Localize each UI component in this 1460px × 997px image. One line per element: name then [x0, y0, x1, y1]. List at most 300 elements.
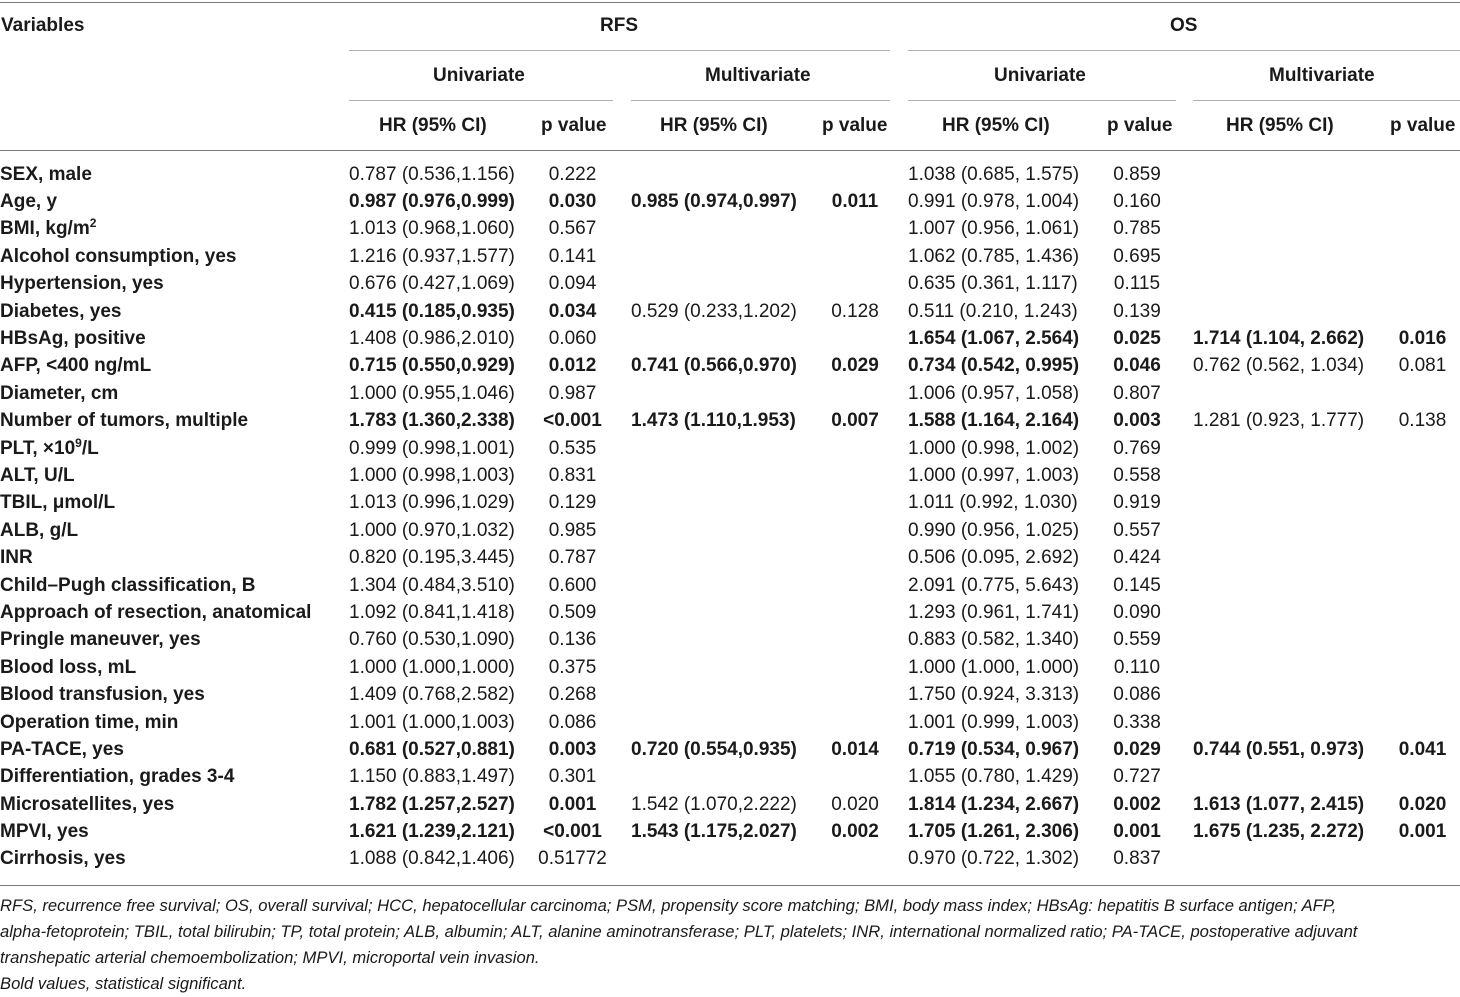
os-multivariate-hr-cell: [1193, 435, 1385, 462]
os-multivariate-p-cell: [1385, 271, 1460, 298]
column-gap: [613, 353, 631, 380]
rfs-univariate-p-cell: 0.51772: [538, 848, 607, 870]
variable-cell: [0, 764, 349, 791]
table-row: [0, 846, 1460, 873]
os-multivariate-hr-cell: [1193, 572, 1385, 599]
column-gap: [890, 681, 908, 708]
table-row: [0, 736, 1460, 763]
rfs-univariate-p-cell: 0.268: [548, 684, 597, 706]
os-univariate-p-cell: 0.859: [1113, 163, 1161, 185]
rfs-multivariate-p-cell: 0.020: [831, 793, 879, 815]
os-univariate-p-cell: 0.695: [1113, 245, 1161, 267]
table-row: [0, 298, 1460, 325]
footnote-abbreviations-3: transhepatic arterial chemoembolization; MPVI, microportal vein invasion.: [0, 948, 540, 967]
column-gap: [890, 325, 908, 352]
rfs-multivariate-hr-cell: [631, 161, 820, 188]
variable-label: Diabetes, yes: [0, 300, 122, 322]
rfs-univariate-hr-cell: 0.787 (0.536,1.156): [349, 163, 515, 185]
rfs-multivariate-hr-cell: [631, 243, 820, 270]
os-multivariate-p-cell: [1385, 599, 1460, 626]
rfs-multivariate-p-cell: [820, 599, 890, 626]
os-multivariate-p-cell: 0.001: [1398, 821, 1447, 843]
column-gap: [890, 380, 908, 407]
os-multivariate-hr-cell: [1193, 298, 1385, 325]
column-gap: [613, 599, 631, 626]
rfs-multivariate-p-cell: [820, 216, 890, 243]
rfs-multivariate-hr-cell: [631, 380, 820, 407]
rfs-multivariate-hr-cell: [631, 544, 820, 571]
os-univariate-p-cell: 0.160: [1113, 191, 1161, 213]
table-row: [0, 791, 1460, 818]
variable-superscript: 2: [89, 216, 97, 231]
column-gap: [1176, 627, 1193, 654]
variable-label: Differentiation, grades 3-4: [0, 766, 235, 788]
os-univariate-p-cell: 0.919: [1113, 492, 1161, 514]
variable-cell: [0, 353, 349, 380]
table-row: [0, 764, 1460, 791]
variable-cell: [0, 216, 349, 243]
variable-cell: [0, 462, 349, 489]
os-multivariate-p-cell: [1385, 846, 1460, 873]
column-gap: [890, 490, 908, 517]
os-univariate-p-cell: 0.785: [1113, 218, 1161, 240]
variable-label: Blood loss, mL: [0, 656, 137, 678]
rfs-multivariate-hr-cell: [631, 517, 820, 544]
rfs-multivariate-hr-cell: [631, 572, 820, 599]
rfs-multivariate-hr-cell: [631, 462, 820, 489]
os-multivariate-p-cell: 0.081: [1398, 355, 1447, 377]
rfs-univariate-hr-cell: 1.000 (1.000,1.000): [349, 656, 515, 678]
rfs-header: RFS: [600, 15, 638, 36]
os-multivariate-hr-cell: 0.744 (0.551, 0.973): [1193, 738, 1365, 760]
variable-cell: [0, 846, 349, 873]
column-gap: [613, 572, 631, 599]
os-univariate-hr-cell: 1.654 (1.067, 2.564): [908, 328, 1080, 350]
variable-label: AFP, <400 ng/mL: [0, 355, 152, 377]
os-univariate-rule: [908, 100, 1176, 101]
rfs-univariate-p-cell: 0.012: [548, 355, 597, 377]
rfs-multivariate-p-cell: 0.014: [831, 738, 879, 760]
column-gap: [613, 325, 631, 352]
os-univariate-hr-cell: 1.000 (0.997, 1.003): [908, 464, 1080, 486]
os-univariate-p-cell: 0.557: [1113, 519, 1161, 541]
rfs-univariate-p-header: p value: [541, 115, 607, 136]
table-row: [0, 681, 1460, 708]
column-gap: [1176, 599, 1193, 626]
column-gap: [1176, 353, 1193, 380]
os-univariate-p-cell: 0.025: [1113, 328, 1161, 350]
rfs-univariate-hr-cell: 1.216 (0.937,1.577): [349, 245, 515, 267]
os-univariate-p-cell: 0.338: [1113, 711, 1161, 733]
column-gap: [1176, 654, 1193, 681]
variable-cell: [0, 271, 349, 298]
table-row: [0, 654, 1460, 681]
rfs-multivariate-hr-cell: [631, 435, 820, 462]
column-gap: [613, 681, 631, 708]
column-gap: [613, 435, 631, 462]
column-gap: [890, 791, 908, 818]
variable-cell: [0, 490, 349, 517]
os-multivariate-p-cell: [1385, 462, 1460, 489]
rfs-univariate-p-cell: 0.535: [548, 437, 597, 459]
rfs-univariate-p-cell: 0.301: [548, 766, 597, 788]
column-gap: [1176, 408, 1193, 435]
rfs-multivariate-p-cell: [820, 243, 890, 270]
rfs-multivariate-hr-cell: [631, 764, 820, 791]
variable-label: ALT, U/L: [0, 464, 75, 486]
os-univariate-hr-cell: 1.011 (0.992, 1.030): [908, 492, 1078, 514]
column-gap: [613, 161, 631, 188]
rfs-univariate-p-cell: 0.987: [548, 382, 597, 404]
variable-cell: [0, 736, 349, 763]
os-multivariate-hr-cell: [1193, 627, 1385, 654]
rfs-multivariate-p-cell: [820, 681, 890, 708]
table-row: [0, 818, 1460, 845]
rfs-univariate-hr-cell: 1.409 (0.768,2.582): [349, 684, 515, 706]
os-multivariate-p-cell: [1385, 243, 1460, 270]
os-multivariate-hr-cell: [1193, 654, 1385, 681]
variable-label: Blood transfusion, yes: [0, 684, 205, 706]
os-multivariate-hr-cell: 1.281 (0.923, 1.777): [1193, 410, 1365, 432]
table-row: [0, 380, 1460, 407]
footnote-bold-note: Bold values, statistical significant.: [0, 974, 247, 993]
column-gap: [613, 764, 631, 791]
rfs-multivariate-hr-cell: [631, 709, 820, 736]
column-gap: [890, 846, 908, 873]
variable-label: PLT, ×10: [0, 437, 76, 459]
os-multivariate-p-cell: [1385, 572, 1460, 599]
rfs-multivariate-p-cell: 0.029: [831, 355, 879, 377]
rfs-group-rule: [349, 50, 890, 51]
column-gap: [890, 435, 908, 462]
rfs-multivariate-hr-cell: [631, 681, 820, 708]
column-gap: [1176, 462, 1193, 489]
os-univariate-p-cell: 0.837: [1113, 848, 1161, 870]
variable-label-tail: /L: [81, 437, 99, 459]
rfs-univariate-hr-header: HR (95% CI): [379, 115, 487, 136]
os-univariate-p-cell: 0.110: [1113, 656, 1161, 678]
rfs-univariate-p-cell: <0.001: [543, 410, 602, 432]
variable-cell: [0, 243, 349, 270]
rfs-multivariate-p-cell: [820, 490, 890, 517]
os-univariate-p-cell: 0.769: [1113, 437, 1161, 459]
column-gap: [613, 654, 631, 681]
os-univariate-p-header: p value: [1107, 115, 1173, 136]
os-univariate-hr-cell: 1.000 (1.000, 1.000): [908, 656, 1080, 678]
rfs-univariate-p-cell: 0.567: [548, 218, 597, 240]
column-gap: [890, 709, 908, 736]
column-gap: [613, 298, 631, 325]
os-header: OS: [1170, 15, 1198, 36]
rfs-multivariate-p-cell: [820, 271, 890, 298]
rfs-univariate-hr-cell: 1.408 (0.986,2.010): [349, 328, 515, 350]
os-multivariate-header: Multivariate: [1269, 65, 1375, 86]
os-univariate-hr-cell: 1.293 (0.961, 1.741): [908, 601, 1080, 623]
os-univariate-p-cell: 0.145: [1113, 574, 1161, 596]
rfs-univariate-p-cell: <0.001: [543, 821, 602, 843]
os-univariate-header: Univariate: [994, 65, 1086, 86]
column-gap: [613, 709, 631, 736]
variable-label: Pringle maneuver, yes: [0, 629, 201, 651]
rfs-multivariate-p-cell: [820, 654, 890, 681]
rfs-univariate-hr-cell: 1.000 (0.955,1.046): [349, 382, 515, 404]
rfs-univariate-p-cell: 0.375: [548, 656, 597, 678]
os-univariate-p-cell: 0.727: [1113, 766, 1161, 788]
column-gap: [613, 818, 631, 845]
os-multivariate-p-cell: [1385, 216, 1460, 243]
rfs-multivariate-hr-cell: [631, 627, 820, 654]
os-multivariate-p-cell: [1385, 517, 1460, 544]
column-gap: [1176, 517, 1193, 544]
os-group-rule: [908, 50, 1460, 51]
os-multivariate-hr-cell: [1193, 681, 1385, 708]
variable-label: INR: [0, 547, 33, 569]
os-multivariate-hr-cell: 1.675 (1.235, 2.272): [1193, 821, 1365, 843]
os-univariate-hr-cell: 1.062 (0.785, 1.436): [908, 245, 1080, 267]
rfs-multivariate-p-cell: [820, 709, 890, 736]
rfs-multivariate-hr-header: HR (95% CI): [660, 115, 768, 136]
os-univariate-hr-cell: 0.991 (0.978, 1.004): [908, 191, 1080, 213]
os-multivariate-p-cell: [1385, 654, 1460, 681]
rfs-univariate-hr-cell: 1.013 (0.996,1.029): [349, 492, 515, 514]
column-gap: [613, 462, 631, 489]
os-univariate-p-cell: 0.807: [1113, 382, 1161, 404]
variable-cell: [0, 709, 349, 736]
os-univariate-hr-cell: 1.588 (1.164, 2.164): [908, 410, 1080, 432]
os-univariate-p-cell: 0.046: [1113, 355, 1161, 377]
column-gap: [1176, 298, 1193, 325]
variable-cell: [0, 408, 349, 435]
os-multivariate-hr-cell: [1193, 544, 1385, 571]
rfs-multivariate-hr-cell: 0.985 (0.974,0.997): [631, 191, 797, 213]
table-bottom-rule: [0, 885, 1460, 886]
column-gap: [613, 380, 631, 407]
os-multivariate-p-cell: [1385, 298, 1460, 325]
os-univariate-p-cell: 0.558: [1113, 464, 1161, 486]
os-univariate-hr-cell: 0.970 (0.722, 1.302): [908, 848, 1080, 870]
regression-table: [0, 161, 1460, 873]
os-multivariate-hr-cell: [1193, 161, 1385, 188]
column-gap: [890, 818, 908, 845]
rfs-multivariate-p-cell: [820, 627, 890, 654]
column-gap: [613, 846, 631, 873]
os-multivariate-p-cell: [1385, 764, 1460, 791]
rfs-univariate-hr-cell: 1.304 (0.484,3.510): [349, 574, 515, 596]
column-gap: [1176, 161, 1193, 188]
variable-label: ALB, g/L: [0, 519, 79, 541]
variable-label: Approach of resection, anatomical: [0, 601, 312, 623]
table-row: [0, 517, 1460, 544]
os-univariate-hr-cell: 0.635 (0.361, 1.117): [908, 273, 1078, 295]
column-gap: [1176, 818, 1193, 845]
rfs-univariate-header: Univariate: [433, 65, 525, 86]
rfs-multivariate-p-cell: 0.011: [831, 191, 879, 213]
variable-label: Diameter, cm: [0, 382, 119, 404]
os-univariate-p-cell: 0.559: [1113, 629, 1161, 651]
table-row: [0, 161, 1460, 188]
column-gap: [890, 599, 908, 626]
variable-cell: [0, 161, 349, 188]
column-gap: [890, 572, 908, 599]
os-multivariate-p-cell: [1385, 627, 1460, 654]
variable-superscript: 9: [75, 435, 82, 450]
column-gap: [1176, 243, 1193, 270]
table-row: [0, 325, 1460, 352]
rfs-multivariate-p-cell: [820, 161, 890, 188]
rfs-univariate-hr-cell: 0.715 (0.550,0.929): [349, 355, 515, 377]
rfs-multivariate-hr-cell: 0.529 (0.233,1.202): [631, 300, 797, 322]
column-gap: [890, 654, 908, 681]
os-multivariate-hr-cell: [1193, 188, 1385, 215]
os-multivariate-p-cell: [1385, 490, 1460, 517]
column-gap: [613, 408, 631, 435]
header-bottom-rule: [0, 150, 1460, 151]
variable-label: PA-TACE, yes: [0, 738, 124, 760]
column-gap: [890, 298, 908, 325]
os-multivariate-p-cell: [1385, 435, 1460, 462]
column-gap: [1176, 188, 1193, 215]
os-multivariate-hr-cell: [1193, 599, 1385, 626]
rfs-multivariate-hr-cell: 1.543 (1.175,2.027): [631, 821, 797, 843]
variable-cell: [0, 188, 349, 215]
os-univariate-hr-cell: 0.883 (0.582, 1.340): [908, 629, 1080, 651]
column-gap: [1176, 325, 1193, 352]
rfs-univariate-hr-cell: 0.999 (0.998,1.001): [349, 437, 515, 459]
rfs-univariate-p-cell: 0.003: [548, 738, 597, 760]
variable-cell: [0, 654, 349, 681]
rfs-univariate-p-cell: 0.030: [548, 191, 597, 213]
column-gap: [1176, 216, 1193, 243]
rfs-multivariate-hr-cell: [631, 846, 820, 873]
os-univariate-hr-cell: 1.007 (0.956, 1.061): [908, 218, 1080, 240]
rfs-univariate-hr-cell: 1.621 (1.239,2.121): [349, 821, 515, 843]
column-gap: [1176, 846, 1193, 873]
variables-header: Variables: [1, 15, 85, 36]
rfs-multivariate-p-cell: 0.007: [831, 410, 879, 432]
rfs-univariate-hr-cell: 1.001 (1.000,1.003): [349, 711, 515, 733]
os-multivariate-p-cell: 0.138: [1398, 410, 1447, 432]
table-row: [0, 572, 1460, 599]
rfs-univariate-p-cell: 0.001: [548, 793, 597, 815]
column-gap: [890, 161, 908, 188]
rfs-multivariate-hr-cell: 0.720 (0.554,0.935): [631, 738, 797, 760]
rfs-univariate-p-cell: 0.222: [548, 163, 597, 185]
variable-cell: [0, 325, 349, 352]
os-univariate-hr-cell: 1.055 (0.780, 1.429): [908, 766, 1080, 788]
rfs-univariate-hr-cell: 0.681 (0.527,0.881): [349, 738, 515, 760]
os-multivariate-p-cell: 0.041: [1398, 738, 1447, 760]
rfs-multivariate-hr-cell: 0.741 (0.566,0.970): [631, 355, 797, 377]
os-multivariate-p-cell: [1385, 681, 1460, 708]
rfs-multivariate-p-cell: [820, 462, 890, 489]
os-univariate-hr-cell: 0.734 (0.542, 0.995): [908, 355, 1080, 377]
rfs-multivariate-hr-cell: [631, 599, 820, 626]
os-multivariate-hr-cell: 0.762 (0.562, 1.034): [1193, 355, 1365, 377]
os-univariate-hr-header: HR (95% CI): [942, 115, 1050, 136]
os-univariate-p-cell: 0.139: [1113, 300, 1161, 322]
os-univariate-p-cell: 0.115: [1113, 273, 1161, 295]
os-univariate-hr-cell: 1.000 (0.998, 1.002): [908, 437, 1080, 459]
variable-label: BMI, kg/m: [0, 218, 90, 240]
table-row: [0, 599, 1460, 626]
column-gap: [890, 462, 908, 489]
rfs-univariate-p-cell: 0.600: [548, 574, 597, 596]
os-univariate-p-cell: 0.002: [1113, 793, 1161, 815]
column-gap: [890, 353, 908, 380]
rfs-univariate-p-cell: 0.129: [548, 492, 597, 514]
column-gap: [613, 517, 631, 544]
column-gap: [1176, 544, 1193, 571]
os-multivariate-p-cell: [1385, 188, 1460, 215]
column-gap: [890, 627, 908, 654]
variable-label: SEX, male: [0, 163, 92, 185]
rfs-univariate-hr-cell: 1.088 (0.842,1.406): [349, 848, 515, 870]
rfs-univariate-rule: [349, 100, 613, 101]
column-gap: [890, 188, 908, 215]
os-univariate-p-cell: 0.001: [1113, 821, 1161, 843]
rfs-multivariate-hr-cell: [631, 325, 820, 352]
column-gap: [1176, 435, 1193, 462]
column-gap: [613, 271, 631, 298]
column-gap: [890, 736, 908, 763]
variable-label: Operation time, min: [0, 711, 179, 733]
rfs-multivariate-hr-cell: 1.473 (1.110,1.953): [631, 410, 796, 432]
column-gap: [1176, 736, 1193, 763]
column-gap: [1176, 764, 1193, 791]
os-multivariate-hr-cell: [1193, 846, 1385, 873]
rfs-univariate-hr-cell: 0.760 (0.530,1.090): [349, 629, 515, 651]
os-univariate-hr-cell: 1.705 (1.261, 2.306): [908, 821, 1080, 843]
os-multivariate-hr-cell: [1193, 764, 1385, 791]
rfs-multivariate-p-cell: [820, 846, 890, 873]
rfs-univariate-hr-cell: 0.987 (0.976,0.999): [349, 191, 515, 213]
column-gap: [1176, 709, 1193, 736]
rfs-univariate-hr-cell: 0.415 (0.185,0.935): [349, 300, 515, 322]
variable-cell: [0, 627, 349, 654]
os-multivariate-p-cell: 0.020: [1398, 793, 1447, 815]
os-multivariate-hr-cell: [1193, 380, 1385, 407]
rfs-univariate-p-cell: 0.787: [548, 547, 597, 569]
os-multivariate-p-cell: [1385, 161, 1460, 188]
variable-label: TBIL, μmol/L: [0, 492, 116, 514]
variable-label: MPVI, yes: [0, 821, 89, 843]
variable-cell: [0, 818, 349, 845]
os-multivariate-hr-cell: 1.714 (1.104, 2.662): [1193, 328, 1365, 350]
rfs-univariate-p-cell: 0.094: [548, 273, 597, 295]
rfs-univariate-hr-cell: 1.000 (0.998,1.003): [349, 464, 515, 486]
column-gap: [890, 243, 908, 270]
column-gap: [890, 764, 908, 791]
variable-label: Cirrhosis, yes: [0, 848, 126, 870]
rfs-univariate-p-cell: 0.034: [548, 300, 597, 322]
rfs-multivariate-hr-cell: [631, 490, 820, 517]
rfs-multivariate-p-cell: 0.128: [831, 300, 879, 322]
column-gap: [613, 544, 631, 571]
variable-label: Child–Pugh classification, B: [0, 574, 256, 596]
rfs-univariate-p-cell: 0.141: [548, 245, 597, 267]
column-gap: [890, 216, 908, 243]
column-gap: [613, 188, 631, 215]
column-gap: [1176, 681, 1193, 708]
rfs-univariate-p-cell: 0.985: [548, 519, 597, 541]
os-multivariate-hr-cell: 1.613 (1.077, 2.415): [1193, 793, 1365, 815]
variable-label: Number of tumors, multiple: [0, 410, 249, 432]
table-footnotes: [0, 893, 1460, 997]
table-row: [0, 709, 1460, 736]
column-gap: [1176, 490, 1193, 517]
table-row: [0, 544, 1460, 571]
os-multivariate-rule: [1193, 100, 1460, 101]
